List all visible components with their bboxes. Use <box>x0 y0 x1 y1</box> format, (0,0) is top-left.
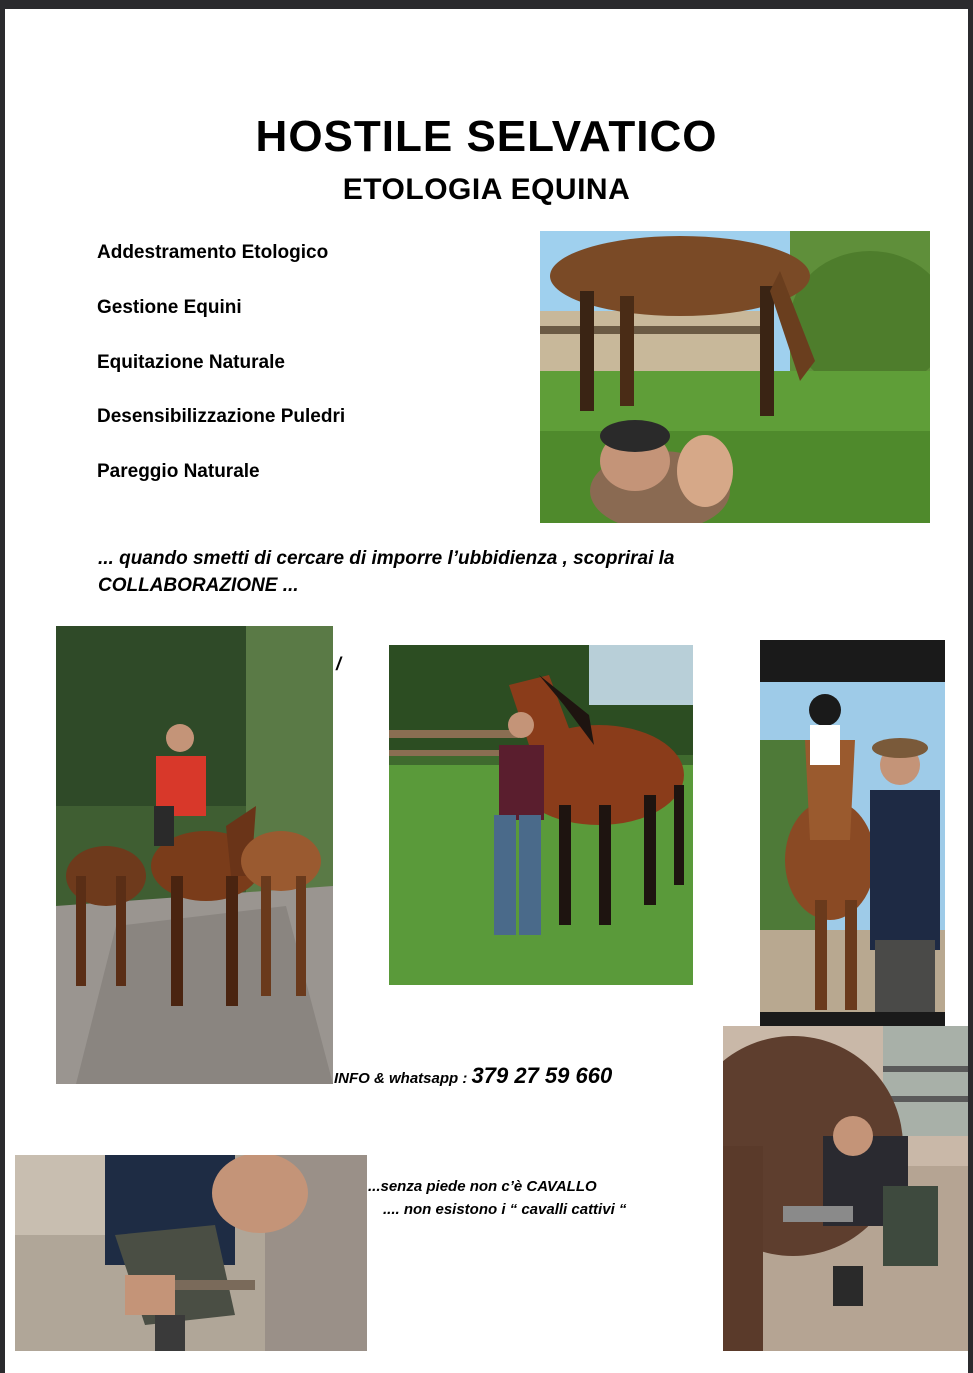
tagline-1: ...senza piede non c’è CAVALLO <box>368 1178 597 1195</box>
contact-info <box>334 1063 612 1089</box>
flyer-title: HOSTILE SELVATICO <box>255 112 718 161</box>
contact-phone[interactable]: 379 27 59 660 <box>471 1063 613 1088</box>
service-item: Desensibilizzazione Puledri <box>97 406 346 427</box>
flyer-page <box>5 9 968 1373</box>
quote-line-1: ... quando smetti di cercare di imporre l’ubbidienza , scoprirai la <box>98 548 675 569</box>
service-item: Pareggio Naturale <box>97 461 260 482</box>
photo-farrier-hoof-trim <box>723 1026 968 1351</box>
photo-child-rider-lesson <box>760 640 945 1026</box>
service-item: Addestramento Etologico <box>97 242 329 263</box>
viewer-top-bar <box>0 0 973 9</box>
contact-label: INFO & whatsapp : <box>334 1070 472 1087</box>
service-item: Equitazione Naturale <box>97 352 285 373</box>
photo-farrier-working <box>15 1155 367 1351</box>
photo-man-with-bay-horse <box>389 645 693 985</box>
flyer-subtitle: ETOLOGIA EQUINA <box>342 173 631 206</box>
tagline-2: .... non esistono i “ cavalli cattivi “ <box>383 1201 627 1218</box>
quote-line-2: COLLABORAZIONE ... <box>98 575 299 596</box>
service-item: Gestione Equini <box>97 297 242 318</box>
stray-mark: / <box>336 654 342 674</box>
quote-text <box>98 545 818 599</box>
photo-horse-grazing <box>540 231 930 523</box>
photo-rider-three-horses <box>56 626 333 1084</box>
